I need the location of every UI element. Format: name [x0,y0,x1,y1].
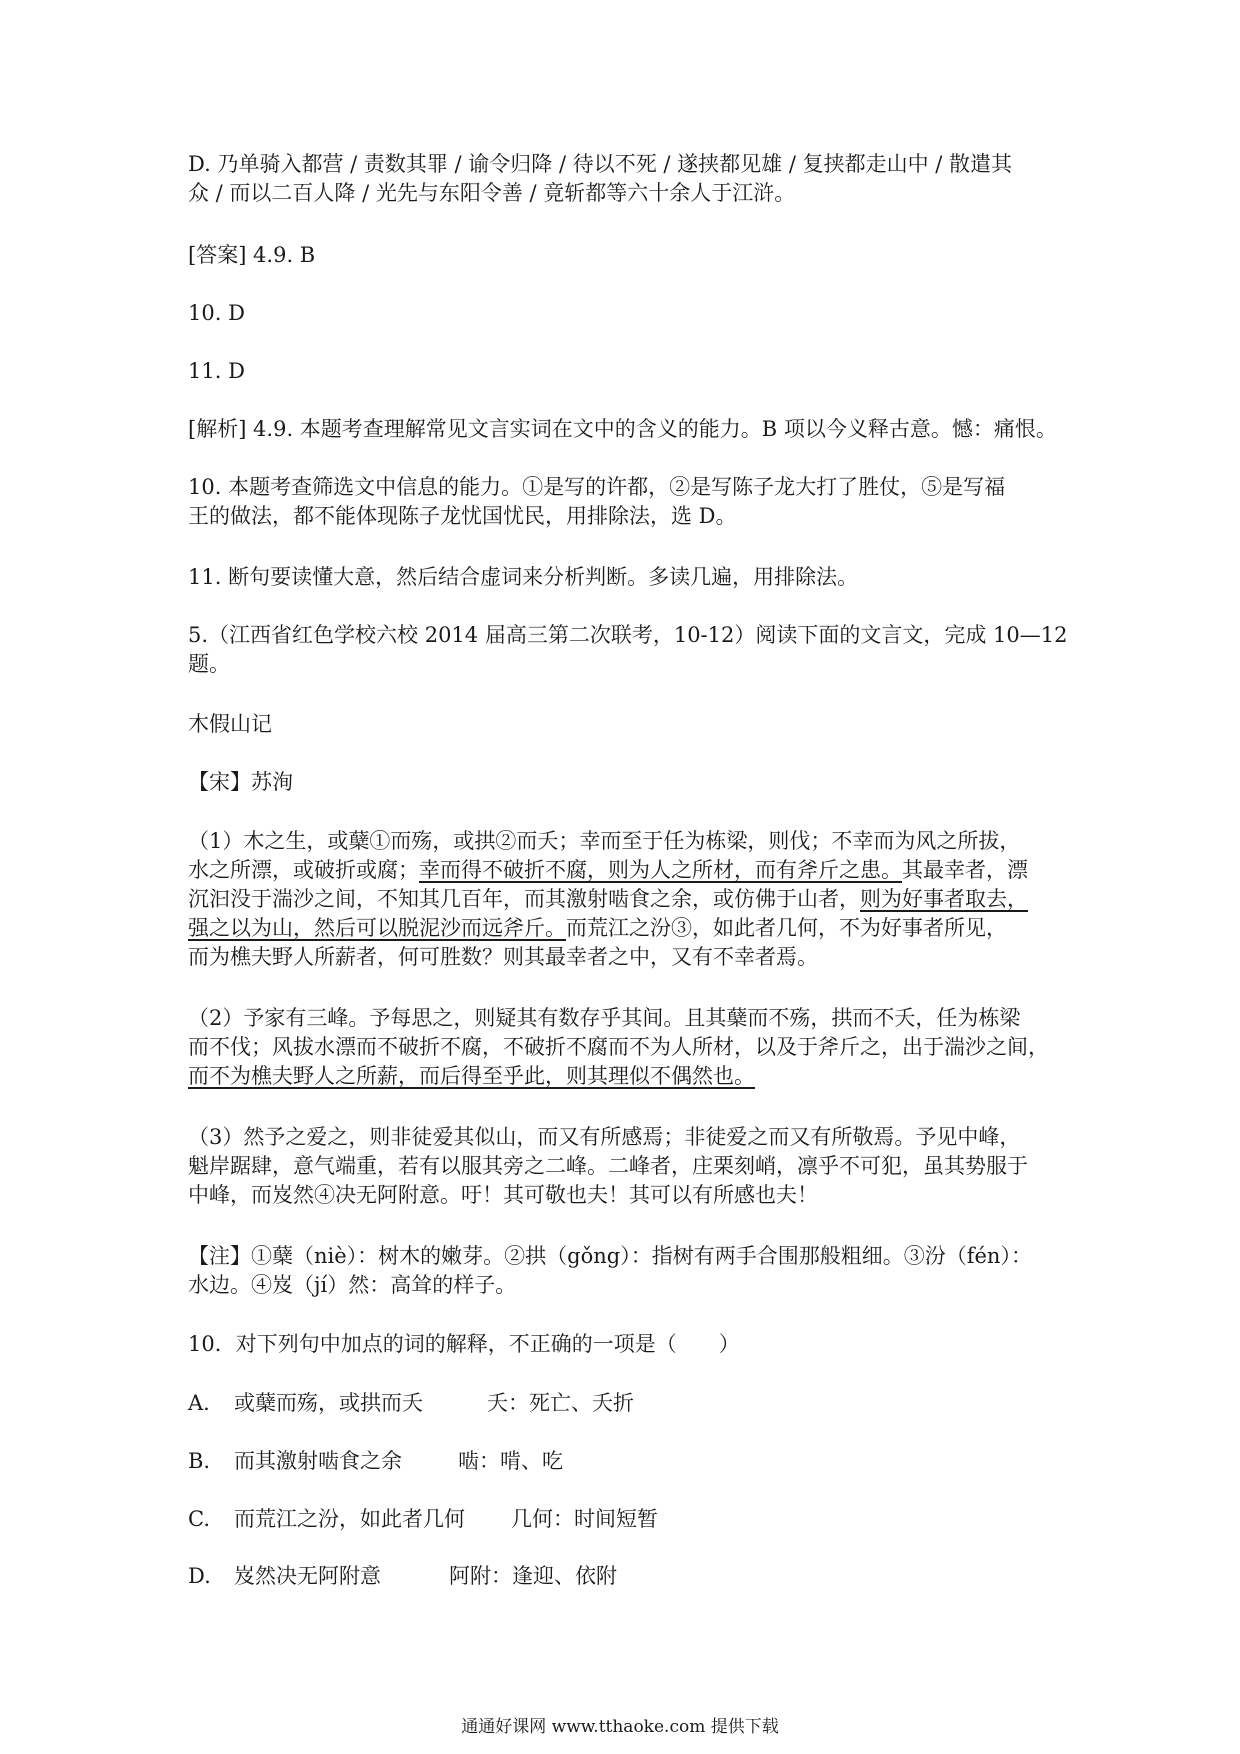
passage-author: 【宋】苏洵 [188,770,293,794]
option-explanation: 啮：啃、吃 [458,1449,563,1473]
option-d [188,1562,1068,1591]
option-text: 而荒江之汾，如此者几何 [234,1507,465,1531]
option-letter: C. [188,1507,210,1531]
option-letter: A. [188,1391,210,1415]
page-footer: 通通好课网 www.tthaoke.com 提供下载 [461,1717,779,1737]
option-letter: B. [188,1449,211,1473]
paragraph-1-line-3 [188,885,1068,914]
underlined-sentence: 而不为樵夫野人之所薪，而后得至乎此，则其理似不偶然也。 [188,1064,755,1088]
analysis-11: 11. 断句要读懂大意，然后结合虚词来分析判断。多读几遍，用排除法。 [188,565,859,589]
option-text: 或蘖而殇，或拱而夭 [234,1391,423,1415]
option-explanation: 几何：时间短暂 [511,1507,658,1531]
text-span: 水之所漂，或破折或腐； [188,858,419,882]
paragraph-1-line-4 [188,914,1068,943]
note-line-2: 水边。④岌（jí）然：高耸的样子。 [188,1273,517,1297]
paragraph-2-line-3 [188,1062,1068,1091]
paragraph-1-line-5: 而为樵夫野人所薪者，何可胜数？则其最幸者之中，又有不幸者焉。 [188,945,818,969]
paragraph-1-line-1: （1）木之生，或蘖①而殇，或拱②而夭；幸而至于任为栋梁，则伐；不幸而为风之所拔， [188,829,1021,853]
answer-11: 11. D [188,359,245,383]
option-d-line-1: D. 乃单骑入都营 / 责数其罪 / 谕令归降 / 待以不死 / 遂挟都见雄 / 复挟都走山中 / 散遣其 [188,152,1012,176]
option-d-line-2: 众 / 而以二百人降 / 光先与东阳令善 / 竟斩都等六十余人于江浒。 [188,181,796,205]
option-text: 岌然决无阿附意 [234,1564,381,1588]
option-b [188,1447,1068,1476]
text-span: 其最幸者，漂 [902,858,1028,882]
option-letter: D. [188,1564,211,1588]
analysis-10-line-1: 10. 本题考查筛选文中信息的能力。①是写的许都，②是写陈子龙大打了胜仗，⑤是写福 [188,475,1006,499]
analysis-10-line-2: 王的做法，都不能体现陈子龙忧国忧民，用排除法，选 D。 [188,504,737,528]
text-span: 沉汩没于湍沙之间，不知其几百年，而其激射啮食之余，或仿佛于山者， [188,887,860,911]
note-line-1: 【注】①蘖（niè）：树木的嫩芽。②拱（gǒng）：指树有两手合围那般粗细。③汾（fén）： [188,1244,1032,1268]
text-span: 而荒江之汾③，如此者几何，不为好事者所见， [566,916,1007,940]
underlined-sentence: 幸而得不破折不腐，则为人之所材，而有斧斤之患。 [419,858,902,882]
paragraph-3-line-1: （3）然予之爱之，则非徒爱其似山，而又有所感焉；非徒爱之而又有所敬焉。予见中峰， [188,1125,1021,1149]
passage-title: 木假山记 [188,712,272,736]
option-c [188,1505,1068,1534]
answer-line: [答案] 4.9. B [188,243,316,267]
paragraph-2-line-1: （2）予家有三峰。予每思之，则疑其有数存乎其间。且其蘖而不殇，拱而不夭，任为栋梁 [188,1006,1021,1030]
answer-10: 10. D [188,301,245,325]
option-explanation: 阿附：逢迎、依附 [449,1564,617,1588]
paragraph-1-line-2 [188,856,1068,885]
paragraph-2-line-2: 而不伐；风拔水漂而不破折不腐，不破折不腐而不为人所材，以及于斧斤之，出于湍沙之间， [188,1035,1049,1059]
paragraph-3-line-2: 魁岸踞肆，意气端重，若有以服其旁之二峰。二峰者，庄栗刻峭，凛乎不可犯，虽其势服于 [188,1154,1028,1178]
question-5-line-2: 题。 [188,652,230,676]
option-text: 而其激射啮食之余 [234,1449,402,1473]
option-explanation: 夭：死亡、夭折 [487,1391,634,1415]
question-5-line-1: 5.（江西省红色学校六校 2014 届高三第二次联考，10-12）阅读下面的文言文，完成 10—12 [188,623,1068,647]
question-10: 10．对下列句中加点的词的解释，不正确的一项是（ ） [188,1332,740,1356]
analysis-9: [解析] 4.9. 本题考查理解常见文言实词在文中的含义的能力。B 项以今义释古意。憾：痛恨。 [188,417,1057,441]
option-a [188,1389,1068,1418]
underlined-sentence: 则为好事者取去， [860,887,1028,911]
underlined-sentence: 强之以为山，然后可以脱泥沙而远斧斤。 [188,916,566,940]
paragraph-3-line-3: 中峰，而岌然④决无阿附意。吁！其可敬也夫！其可以有所感也夫！ [188,1183,818,1207]
